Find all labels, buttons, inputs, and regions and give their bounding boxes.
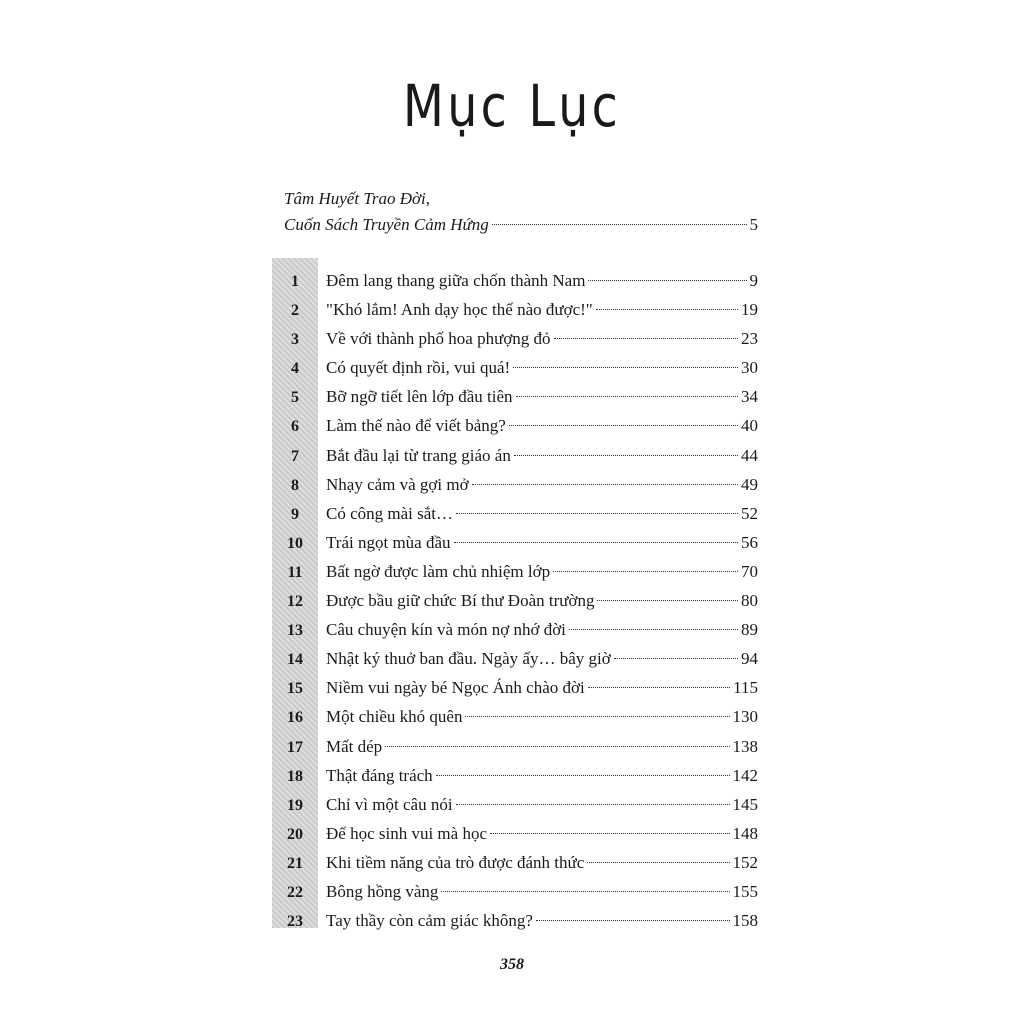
- dot-leader: [554, 338, 738, 339]
- chapter-number: 14: [287, 651, 303, 669]
- chapter-number: 4: [291, 360, 299, 378]
- chapter-title: Để học sinh vui mà học: [326, 823, 487, 843]
- chapter-number: 11: [287, 563, 303, 581]
- toc-entry-body: [326, 266, 758, 295]
- toc-entry: [272, 790, 758, 819]
- chapter-number: 9: [291, 505, 299, 523]
- chapter-page: 52: [741, 503, 758, 523]
- chapter-number: 2: [291, 302, 299, 320]
- dot-leader: [536, 920, 730, 921]
- chapter-number: 15: [287, 680, 303, 698]
- toc-entry-body: [326, 732, 758, 761]
- chapter-page: 130: [732, 707, 758, 727]
- chapter-number: 20: [287, 825, 303, 843]
- chapter-title: Bông hồng vàng: [326, 881, 439, 901]
- dot-leader: [472, 484, 738, 485]
- toc-entry: [272, 673, 758, 702]
- chapter-title: Khi tiềm năng của trò được đánh thức: [326, 852, 585, 872]
- toc-entry-body: [326, 411, 758, 440]
- toc-entry-body: [326, 353, 758, 382]
- toc-entry-body: [326, 761, 758, 790]
- toc-entry: [272, 353, 758, 382]
- toc-entry-body: [326, 819, 758, 848]
- toc-entry-body: [326, 441, 758, 470]
- toc-list: [272, 266, 758, 935]
- chapter-number: 10: [287, 534, 303, 552]
- toc-entry: [272, 441, 758, 470]
- toc-entry-body: [326, 295, 758, 324]
- chapter-page: 138: [732, 736, 758, 756]
- chapter-title: Làm thế nào để viết bảng?: [326, 416, 506, 436]
- toc-entry: [272, 266, 758, 295]
- chapter-title: "Khó lắm! Anh dạy học thế nào được!": [326, 300, 593, 320]
- toc-entry: [272, 324, 758, 353]
- chapter-page: 40: [741, 416, 758, 436]
- toc-entry-body: [326, 848, 758, 877]
- chapter-title: Có quyết định rồi, vui quá!: [326, 358, 511, 378]
- chapter-page: 148: [732, 823, 758, 843]
- toc-entry: [272, 470, 758, 499]
- chapter-title: Bỡ ngỡ tiết lên lớp đầu tiên: [326, 387, 513, 407]
- toc-entry: [272, 411, 758, 440]
- chapter-number: 6: [291, 418, 299, 436]
- chapter-page: 145: [732, 794, 758, 814]
- chapter-page: 70: [741, 561, 758, 581]
- chapter-number: 7: [291, 447, 299, 465]
- toc-entry: [272, 644, 758, 673]
- chapter-number: 5: [291, 389, 299, 407]
- chapter-number: 8: [291, 476, 299, 494]
- toc-entry-body: [326, 528, 758, 557]
- intro-line-2: Cuốn Sách Truyền Cảm Hứng: [284, 215, 489, 234]
- chapter-page: 34: [741, 387, 758, 407]
- toc-entry-body: [326, 557, 758, 586]
- dot-leader: [509, 425, 738, 426]
- chapter-title: Đêm lang thang giữa chốn thành Nam: [326, 271, 586, 290]
- toc-entry: [272, 499, 758, 528]
- chapter-number: 21: [287, 854, 303, 872]
- chapter-title: Chỉ vì một câu nói: [326, 794, 453, 814]
- dot-leader: [597, 600, 738, 601]
- chapter-title: Về với thành phố hoa phượng đỏ: [326, 329, 551, 349]
- chapter-page: 80: [741, 591, 758, 611]
- intro-line-2-row: [284, 212, 758, 238]
- chapter-page: 115: [733, 678, 758, 698]
- chapter-title: Có công mài sắt…: [326, 503, 454, 523]
- chapter-title: Bất ngờ được làm chủ nhiệm lớp: [326, 561, 551, 581]
- dot-leader: [454, 542, 738, 543]
- toc-entry-body: [326, 673, 758, 702]
- dot-leader: [587, 862, 729, 863]
- toc-entry: [272, 586, 758, 615]
- chapter-page: 142: [732, 765, 758, 785]
- chapter-title: Niềm vui ngày bé Ngọc Ánh chào đời: [326, 678, 585, 698]
- chapter-page: 56: [741, 532, 758, 552]
- chapter-page: 89: [741, 620, 758, 640]
- chapter-page: 94: [741, 649, 758, 669]
- toc-entry: [272, 761, 758, 790]
- dot-leader: [596, 309, 738, 310]
- chapter-page: 44: [741, 445, 758, 465]
- chapter-number: 23: [287, 913, 303, 931]
- dot-leader: [490, 833, 730, 834]
- toc-entry-body: [326, 790, 758, 819]
- toc-entry: [272, 615, 758, 644]
- toc-entry: [272, 877, 758, 906]
- toc-entry-body: [326, 877, 758, 906]
- chapter-page: 19: [741, 300, 758, 320]
- chapter-title: Mất dép: [326, 736, 383, 756]
- toc-entry: [272, 557, 758, 586]
- dot-leader: [385, 746, 729, 747]
- toc-entry-body: [326, 586, 758, 615]
- chapter-title: Tay thầy còn cảm giác không?: [326, 911, 533, 931]
- chapter-number: 13: [287, 622, 303, 640]
- intro-page: 5: [749, 215, 758, 234]
- toc-entry-body: [326, 644, 758, 673]
- toc-entry-body: [326, 470, 758, 499]
- dot-leader: [513, 367, 738, 368]
- page-title: Mục Lục: [402, 72, 622, 140]
- toc-entry: [272, 906, 758, 935]
- dot-leader: [588, 687, 730, 688]
- chapter-number: 22: [287, 883, 303, 901]
- toc-entry: [272, 382, 758, 411]
- chapter-number: 17: [287, 738, 303, 756]
- dot-leader: [456, 513, 738, 514]
- dot-leader: [465, 716, 729, 717]
- chapter-title: Một chiều khó quên: [326, 707, 463, 727]
- toc-entry: [272, 819, 758, 848]
- dot-leader: [569, 629, 738, 630]
- toc-entry: [272, 848, 758, 877]
- chapter-page: 152: [732, 852, 758, 872]
- toc-entry-body: [326, 382, 758, 411]
- chapter-number: 19: [287, 796, 303, 814]
- toc-entry-body: [326, 324, 758, 353]
- dot-leader: [436, 775, 730, 776]
- chapter-title: Thật đáng trách: [326, 765, 433, 785]
- chapter-title: Trái ngọt mùa đầu: [326, 532, 451, 552]
- dot-leader: [456, 804, 730, 805]
- toc-entry-body: [326, 499, 758, 528]
- toc-entry: [272, 702, 758, 731]
- chapter-title: Nhật ký thuở ban đầu. Ngày ấy… bây giờ: [326, 649, 611, 669]
- chapter-page: 23: [741, 329, 758, 349]
- dot-leader: [441, 891, 729, 892]
- toc-entry: [272, 295, 758, 324]
- toc-entry-body: [326, 906, 758, 935]
- chapter-number: 18: [287, 767, 303, 785]
- chapter-page: 30: [741, 358, 758, 378]
- dot-leader: [553, 571, 738, 572]
- dot-leader: [614, 658, 738, 659]
- chapter-number: 16: [287, 709, 303, 727]
- toc-entry: [272, 528, 758, 557]
- dot-leader: [516, 396, 738, 397]
- toc-entry-body: [326, 702, 758, 731]
- chapter-page: 155: [732, 881, 758, 901]
- intro-entry: [284, 186, 758, 238]
- dot-leader: [514, 455, 738, 456]
- chapter-number: 1: [291, 273, 299, 290]
- chapter-title: Câu chuyện kín và món nợ nhớ đời: [326, 620, 566, 640]
- intro-line-1: Tâm Huyết Trao Đời,: [284, 189, 431, 208]
- page-number: 358: [500, 956, 524, 973]
- chapter-title: Được bầu giữ chức Bí thư Đoàn trường: [326, 591, 595, 611]
- chapter-page: 158: [732, 911, 758, 931]
- chapter-page: 9: [749, 271, 758, 290]
- chapter-title: Nhạy cảm và gợi mở: [326, 474, 469, 494]
- toc-entry-body: [326, 615, 758, 644]
- chapter-title: Bắt đầu lại từ trang giáo án: [326, 445, 511, 465]
- dot-leader: [492, 224, 747, 225]
- chapter-page: 49: [741, 474, 758, 494]
- chapter-number: 12: [287, 593, 303, 611]
- chapter-number: 3: [291, 331, 299, 349]
- dot-leader: [588, 280, 746, 281]
- toc-entry: [272, 732, 758, 761]
